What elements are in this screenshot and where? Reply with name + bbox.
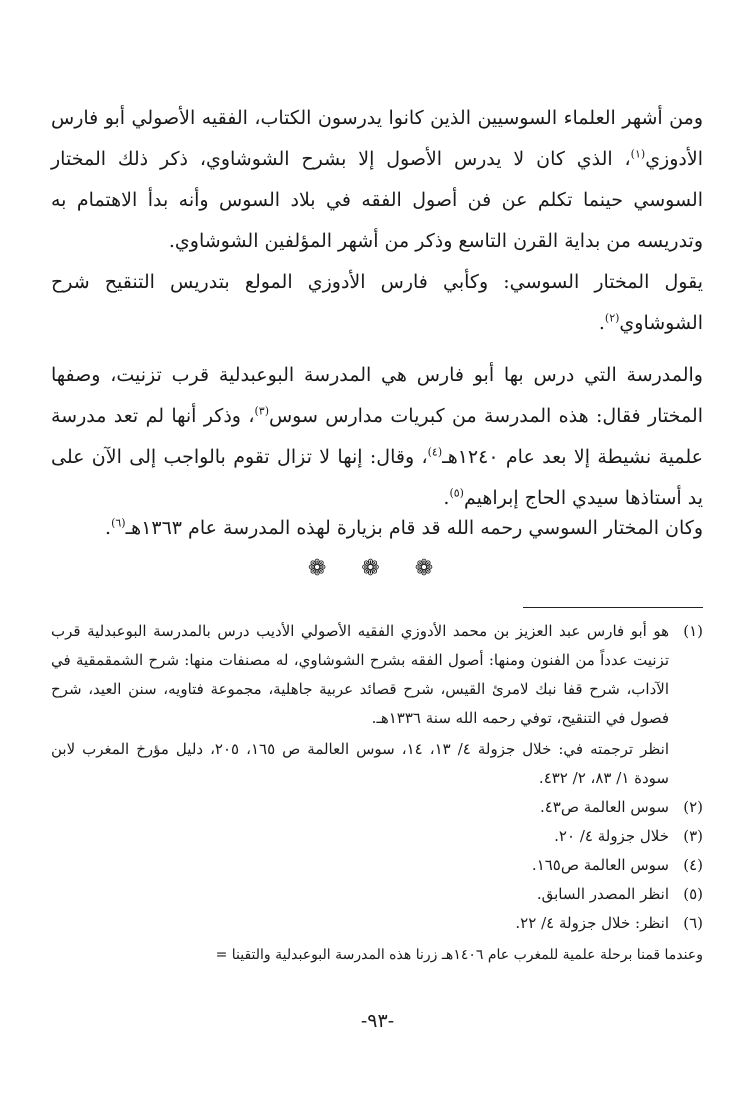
paragraph-1-text: ومن أشهر العلماء السوسيين الذين كانوا يدرسون الكتاب، الفقيه الأصولي أبو فارس الأدوزي: [51, 107, 703, 170]
paragraph-4-tail: .: [105, 517, 112, 539]
footnote-number: (٦): [683, 914, 703, 932]
footnote-ref-1[interactable]: (١): [630, 147, 646, 161]
footnote-text: سوس العالمة ص٤٣.: [539, 798, 669, 816]
footnote-text: خلال جزولة ٤/ ٢٠.: [554, 827, 669, 845]
paragraph-4-text: وكان المختار السوسي رحمه الله قد قام بزيارة لهذه المدرسة عام ١٣٦٣هـ: [125, 517, 703, 539]
paragraph-3-tail: .: [443, 487, 450, 509]
flower-ornament-icon: ❁: [361, 556, 394, 581]
footnote-number: (٣): [683, 827, 703, 845]
footnote-4: [51, 851, 703, 880]
paragraph-2-tail: .: [598, 312, 605, 334]
footnote-3: [51, 822, 703, 851]
paragraph-4: [51, 508, 703, 549]
page-number: -٩٣-: [360, 1010, 395, 1032]
paragraph-3-text: والمدرسة التي درس بها أبو فارس هي المدرسة البوعبدلية قرب تزنيت، وصفها المختار فقال: هذه المدرسة من كبريات مدارس سوس: [51, 364, 703, 427]
flower-ornament-icon: ❁: [307, 556, 341, 581]
paragraph-3: [51, 355, 703, 519]
footnote-ref-3[interactable]: (٣): [254, 404, 269, 418]
section-ornament: [0, 556, 755, 581]
footnote-ref-6[interactable]: (٦): [111, 516, 126, 530]
footnote-text: سوس العالمة ص١٦٥.: [531, 856, 669, 874]
footnote-number: (١): [683, 622, 703, 640]
paragraph-3-mid2: ، وقال: إنها لا تزال تقوم بالواجب إلى الآن على يد أستاذها سيدي الحاج إبراهيم: [51, 446, 703, 509]
footnote-number: (٤): [683, 856, 703, 874]
footnote-1: [51, 617, 703, 733]
footnote-text: انظر المصدر السابق.: [536, 885, 669, 903]
footnote-text: هو أبو فارس عبد العزيز بن محمد الأدوزي الفقيه الأصولي الأديب درس بالمدرسة البوعبدلية قرب تزنيت عدداً من الفنون ومنها: أصول الفقه بشرح الشوشاوي، له مصنفات منها: شرح الشمقمقية في الآداب، شرح قفا نبك لامرئ القيس، شرح قصائد عربية جاهلية، مجموعة فتاويه، سنن العيد، شرح فصول في التنقيح، توفي رحمه الله سنة ١٣٣٦هـ.: [51, 622, 669, 727]
footnote-ref-2[interactable]: (٢): [604, 311, 620, 325]
paragraph-2: [51, 262, 703, 344]
footnote-ref-4[interactable]: (٤): [427, 445, 443, 459]
footnote-number: (٢): [683, 798, 703, 816]
paragraph-2-text: يقول المختار السوسي: وكأبي فارس الأدوزي المولع بتدريس التنقيح شرح الشوشاوي: [51, 271, 703, 334]
footnote-divider: [523, 607, 703, 608]
flower-ornament-icon: ❁: [414, 556, 448, 581]
paragraph-3-mid: ، وذكر أنها لم تعد مدرسة علمية نشيطة إلا بعد عام ١٢٤٠هـ: [51, 405, 703, 468]
footnote-text: انظر: خلال جزولة ٤/ ٢٢.: [515, 914, 669, 932]
footnote-6: [51, 909, 703, 938]
footnote-1-sources: انظر ترجمته في: خلال جزولة ٤/ ١٣، ١٤، سوس العالمة ص ١٦٥، ٢٠٥، دليل مؤرخ المغرب لابن سودة ١/ ٨٣، ٢/ ٤٣٢.: [51, 740, 670, 787]
footnote-number: (٥): [683, 885, 703, 903]
footnotes: [51, 617, 703, 968]
footnote-5: [51, 880, 703, 909]
paragraph-1-tail: ، الذي كان لا يدرس الأصول إلا بشرح الشوشاوي، ذكر ذلك المختار السوسي حينما تكلم عن فن أصول الفقه في بلاد السوس وأنه بدأ الاهتمام به وتدريسه من بداية القرن التاسع وذكر من أشهر المؤلفين الشوشاوي.: [51, 148, 703, 252]
paragraph-1: [51, 98, 703, 262]
footnote-ref-5[interactable]: (٥): [449, 486, 464, 500]
footnote-2: [51, 793, 703, 822]
footnote-continuation: وعندما قمنا برحلة علمية للمغرب عام ١٤٠٦هـ زرنا هذه المدرسة البوعبدلية والتقينا =: [215, 947, 703, 963]
